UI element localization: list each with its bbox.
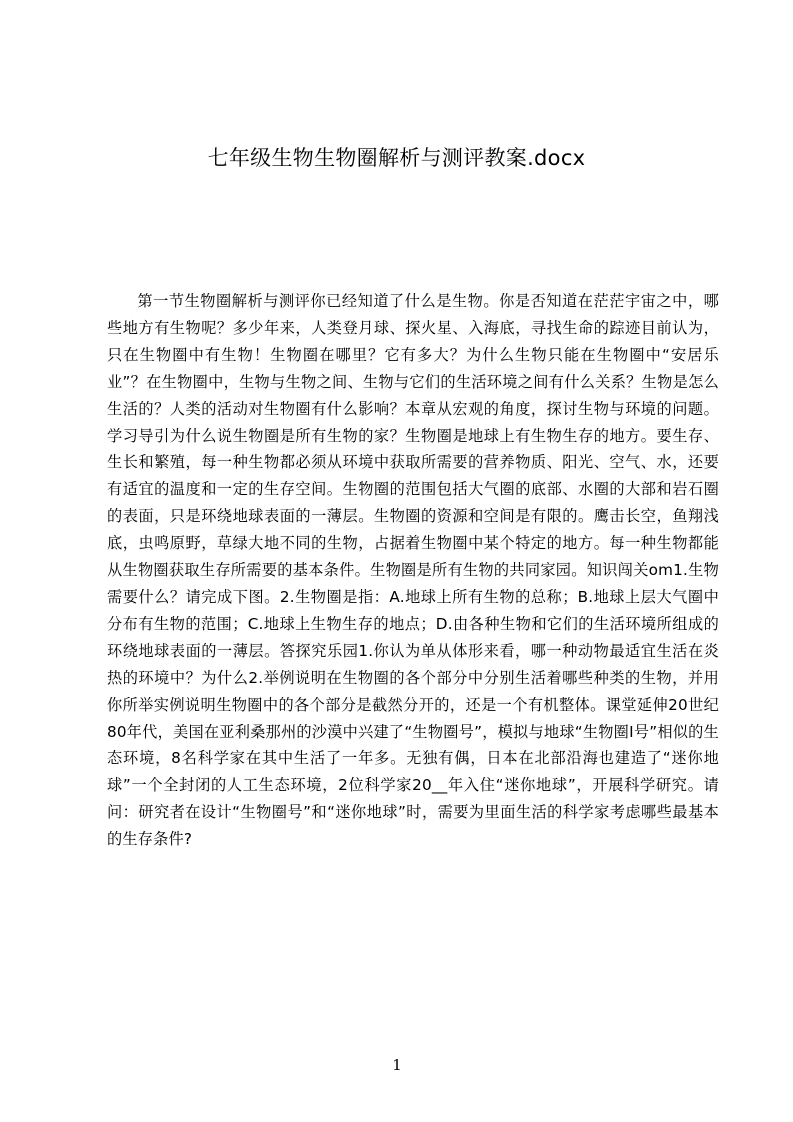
document-body-paragraph: 第一节生物圈解析与测评你已经知道了什么是生物。你是否知道在茫茫宇宙之中，哪些地方有生物呢？多少年来，人类登月球、探火星、入海底，寻找生命的踪迹目前认为，只在生物圈中有生物！生物圈在哪里？它有多大？为什么生物只能在生物圈中“安居乐业”？在生物圈中，生物与生物之间、生物与它们的生活环境之间有什么关系？生物是怎么生活的？人类的活动对生物圈有什么影响？本章从宏观的角度，探讨生物与环境的问题。学习导引为什么说生物圈是所有生物的家？生物圈是地球上有生物生存的地方。要生存、生长和繁殖，每一种生物都必须从环境中获取所需要的营养物质、阳光、空气、水，还要有适宜的温度和一定的生存空间。生物圈的范围包括大气圈的底部、水圈的大部和岩石圈的表面，只是环绕地球表面的一薄层。生物圈的资源和空间是有限的。鹰击长空，鱼翔浅底，虫鸣原野，草绿大地不同的生物，占据着生物圈中某个特定的地方。每一种生物都能从生物圈获取生存所需要的基本条件。生物圈是所有生物的共同家园。知识闯关om1.生物需要什么？请完成下图。2.生物圈是指：A.地球上所有生物的总称；B.地球上层大气圈中分布有生物的范围；C.地球上生物生存的地点；D.由各种生物和它们的生活环境所组成的环绕地球表面的一薄层。答探究乐园1.你认为单从体形来看，哪一种动物最适宜生活在炎热的环境中？为什么2.举例说明在生物圈的各个部分中分别生活着哪些种类的生物，并用你所举实例说明生物圈中的各个部分是截然分开的，还是一个有机整体。课堂延伸20世纪80年代，美国在亚利桑那州的沙漠中兴建了“生物圈号”，模拟与地球“生物圈Ⅰ号”相似的生态环境，8名科学家在其中生活了一年多。无独有偶，日本在北部沿海也建造了“迷你地球”一个全封闭的人工生态环境，2位科学家20__年入住“迷你地球”，开展科学研究。请问：研究者在设计“生物圈号”和“迷你地球”时，需要为里面生活的科学家考虑哪些最基本的生存条件? — [107, 292, 719, 849]
page-number: 1 — [392, 1056, 402, 1074]
document-title: 七年级生物生物圈解析与测评教案.docx — [207, 146, 586, 170]
